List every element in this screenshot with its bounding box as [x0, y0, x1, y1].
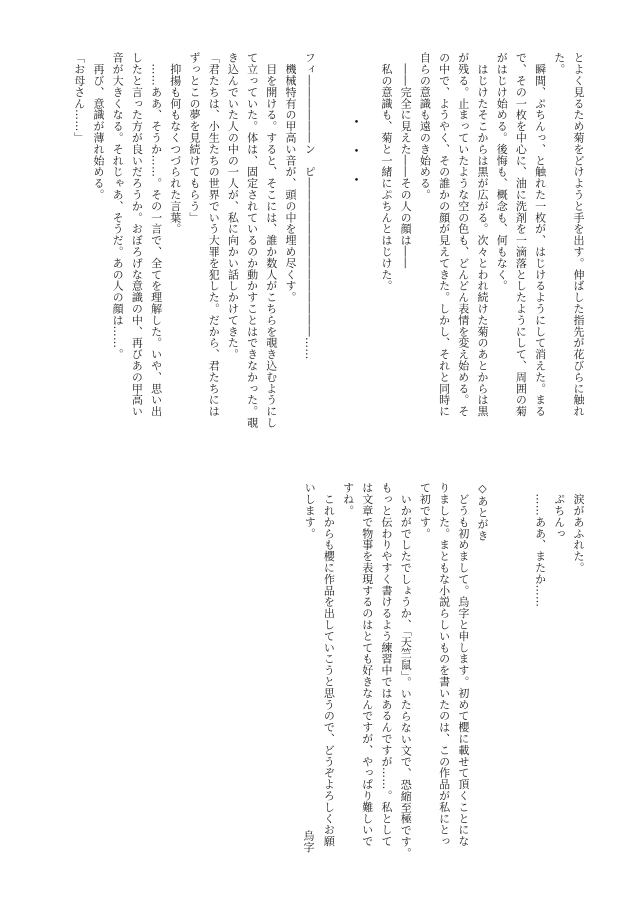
story-line: 抑揚も何もなくつづられた言葉。 [168, 52, 182, 235]
story-line: 「君たちは、小生たちの世界でいう大罪を犯した。だから、君たちには [207, 52, 221, 417]
afterword-text-block [288, 482, 588, 862]
story-line: で、その一枚を中心に、油に洗剤を一滴落としたようにして、周囲の菊 [514, 52, 528, 417]
story-line: 私の意識も、菊と一緒にぷちんとはじけた。 [379, 52, 393, 292]
story-line: 自らの意識も遠のき始める。 [418, 52, 432, 201]
afterword-line: は文章で物事を表現するのはとても好きなんですが、やっぱり難しいで [360, 482, 374, 847]
blank-line [492, 482, 511, 862]
story-line: したと言った方が良いだろうか。おぼろげな意識の中、再びあの甲高い [130, 52, 144, 417]
story-line: 音が大きくなる。それじゃあ、そうだ。あの人の顔は……。 [111, 52, 125, 360]
blank-line [338, 52, 357, 388]
blank-line [319, 52, 338, 388]
afterword-line: どうも初めまして。烏字と申します。初めて櫻に載せて頂くことにな [456, 482, 470, 847]
afterword-line: すね。 [341, 482, 355, 517]
story-line: 機械特有の甲高い音が、頭の中を埋め尽くす。 [284, 52, 297, 303]
story-line: の中で、ようやく、その誰かの顔が見えてきた。しかし、それと同時に [437, 52, 451, 417]
story-line: とよく見るため菊をどけようと手を出す。伸ばした指先が花びらに触れ [572, 52, 585, 417]
afterword-line: これからも櫻に作品を出していこうと思うので、どうぞよろしくお願 [322, 482, 336, 847]
story-line: き込んでいた人の中の一人が、私に向かい話しかけてきた。 [226, 52, 240, 360]
blank-line [358, 52, 377, 388]
story-line: 涙があふれた。 [572, 482, 585, 574]
story-line: がはじけ始める。後悔も、概念も、何もなく。 [495, 52, 509, 292]
story-line: ――完全に見えた――その人の顔は―― [399, 52, 413, 269]
story-line: た。 [552, 52, 566, 75]
story-line: 目を開ける。すると、そこには、誰か数人がこちらを覗き込むようにし [264, 52, 278, 429]
story-line: ……ああ、またか…… [533, 482, 547, 608]
story-line: 再び、意識が薄れ始める。 [91, 52, 105, 201]
afterword-line: て初です。 [418, 482, 432, 539]
story-text-block [48, 52, 588, 429]
story-line: ……ああ、そうか……。その一言で、全てを理解した。いや、思い出 [149, 52, 163, 417]
story-line: ぷちんっ [552, 482, 566, 539]
afterword-line: もっと伝わりやすく書けるよう練習中ではあるんですが……。私として [380, 482, 393, 847]
story-line: はじけたそこからは黒が広がる。次々とわれ続けた菊のあとからは黒 [475, 52, 489, 417]
story-line: 瞬間、ぷちんっ、と触れた一枚が、はじけるようにして消えた。まる [533, 52, 547, 417]
story-line: フィ――――――ン ピ――――――――――――――…… [303, 52, 317, 360]
story-line: が残る。止まっていたような空の色も、どんどん表情を変え始める。そ [456, 52, 470, 417]
story-line: て立っていた。体は、固定されているのか動かすことはできなかった。覗 [245, 52, 259, 429]
afterword-heading: ◇あとがき [476, 482, 490, 541]
afterword-line: りました。まともな小説らしいものを書いたのは、この作品が私にとっ [437, 482, 451, 847]
scene-break-dots: ・・・ [347, 114, 365, 201]
author-signature: 烏字 [302, 830, 315, 853]
story-line: ずっとこの夢を見続けてもらう」 [187, 52, 201, 223]
story-line: 「お母さん……」 [72, 52, 86, 144]
blank-line [511, 482, 530, 862]
afterword-line: いかがでしたでしょうか、「天竺鼠」。いたらない文で、恐縮至極です。 [399, 482, 413, 859]
afterword-line: いします。 [303, 482, 317, 539]
